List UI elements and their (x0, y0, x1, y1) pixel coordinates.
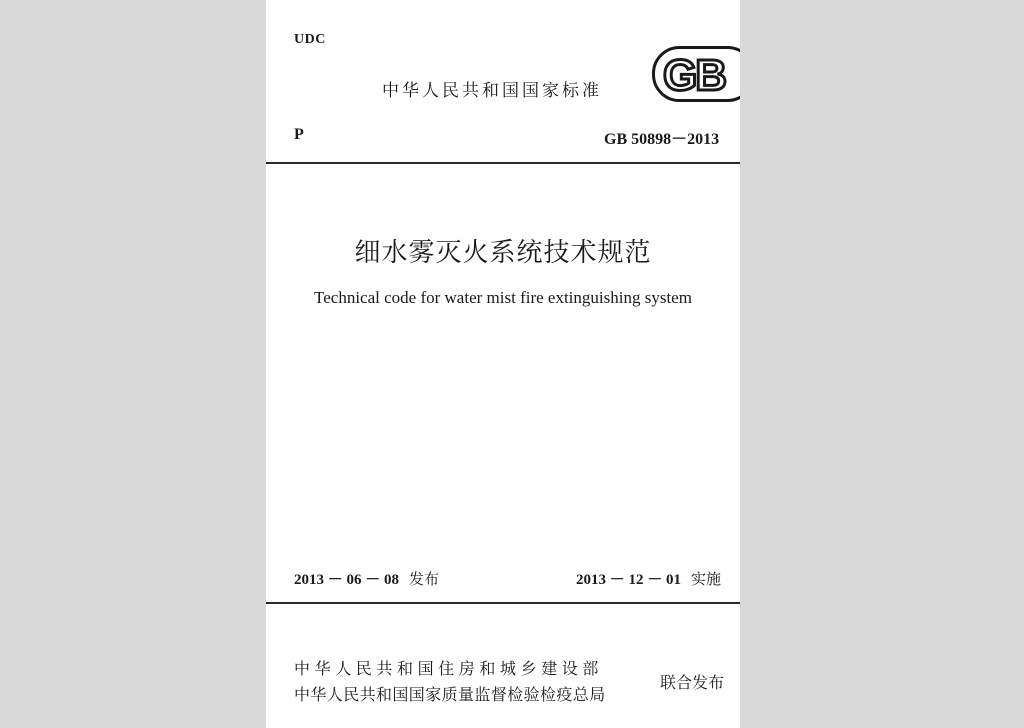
issuer-ministry: 中华人民共和国住房和城乡建设部 (294, 659, 604, 678)
divider-top (266, 162, 740, 164)
effective-date-block (576, 568, 721, 589)
effective-date: 2013 － 12 － 01 (576, 572, 682, 588)
divider-bottom (266, 602, 740, 604)
title-english: Technical code for water mist fire extinguishing system (314, 288, 692, 307)
issue-label: 发布 (409, 570, 440, 588)
gb-logo-text: GB (663, 51, 725, 100)
document-cover (266, 0, 740, 728)
joint-publish-label: 联合发布 (660, 673, 725, 692)
issue-date-block (294, 568, 439, 589)
issue-date: 2013 － 06 － 08 (294, 572, 400, 588)
gb-logo (652, 46, 740, 102)
standard-number: GB 50898－2013 (604, 131, 720, 148)
national-standard-label: 中华人民共和国国家标准 (382, 81, 602, 101)
udc-label: UDC (294, 32, 326, 47)
effective-label: 实施 (691, 570, 722, 588)
title-chinese: 细水雾灭火系统技术规范 (354, 238, 652, 268)
issuer-aqsiq: 中华人民共和国国家质量监督检验检疫总局 (294, 685, 606, 704)
classification-code: P (294, 126, 304, 143)
